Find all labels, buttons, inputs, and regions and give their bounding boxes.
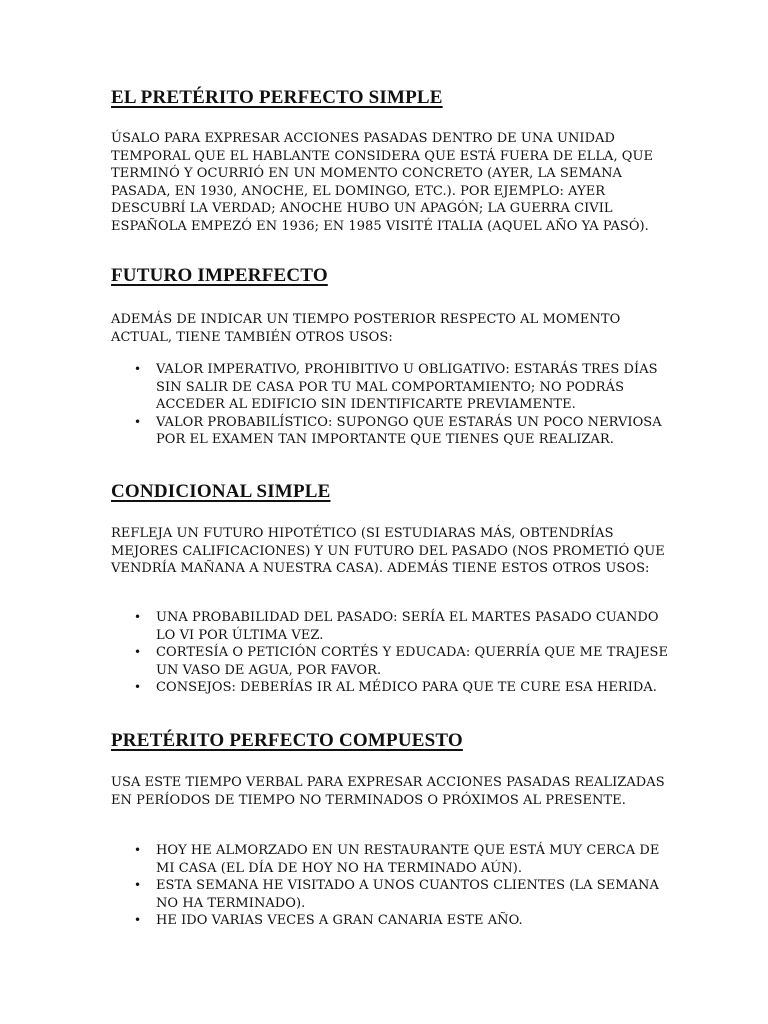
section-paragraph: USA ESTE TIEMPO VERBAL PARA EXPRESAR ACCIONES PASADAS REALIZADAS EN PERÍODOS DE TIEMPO NO TERMINADOS O PRÓXIMOS AL PRESENTE. xyxy=(111,775,665,808)
bullet-icon: • xyxy=(134,645,142,659)
bullet-icon: • xyxy=(134,362,142,376)
list-item xyxy=(111,842,671,877)
bullet-icon: • xyxy=(134,878,142,892)
section-title: PRETÉRITO PERFECTO COMPUESTO xyxy=(111,730,463,751)
bullet-icon: • xyxy=(134,414,142,429)
section-futuro-imperfecto xyxy=(111,265,671,287)
section-paragraph: ÚSALO PARA EXPRESAR ACCIONES PASADAS DENTRO DE UNA UNIDAD TEMPORAL QUE EL HABLANTE CONSIDERA QUE ESTÁ FUERA DE ELLA, QUE TERMINÓ Y OCURRIÓ EN UN MOMENTO CONCRETO (AYER, LA SEMANA PASADA, EN 1930, ANOCHE, EL DOMINGO, ETC.). POR EJEMPLO: AYER DESCUBRÍ LA VERDAD; ANOCHE HUBO UN APAGÓN; LA GUERRA CIVIL ESPAÑOLA EMPEZÓ EN 1936; EN 1985 VISITÉ ITALIA (AQUEL AÑO YA PASÓ). xyxy=(111,131,654,234)
list-item-text: VALOR IMPERATIVO, PROHIBITIVO U OBLIGATIVO: ESTARÁS TRES DÍAS SIN SALIR DE CASA POR TU MAL COMPORTAMIENTO; NO PODRÁS ACCEDER AL EDIFICIO SIN IDENTIFICARTE PREVIAMENTE. xyxy=(156,362,658,412)
section-paragraph-block xyxy=(111,525,671,578)
list-item-text: VALOR PROBABILÍSTICO: SUPONGO QUE ESTARÁS UN POCO NERVIOSA POR EL EXAMEN TAN IMPORTANTE QUE TIENES QUE REALIZAR. xyxy=(156,414,662,447)
bullet-list xyxy=(111,609,671,697)
bullet-icon: • xyxy=(134,610,142,624)
section-title: CONDICIONAL SIMPLE xyxy=(111,481,331,502)
bullet-list xyxy=(111,361,671,449)
bullet-icon: • xyxy=(134,843,142,857)
list-item-text: UNA PROBABILIDAD DEL PASADO: SERÍA EL MARTES PASADO CUANDO LO VI POR ÚLTIMA VEZ. xyxy=(156,610,659,643)
section-paragraph-block xyxy=(111,130,671,235)
list-item xyxy=(111,414,671,449)
section-title: FUTURO IMPERFECTO xyxy=(111,265,328,286)
list-item xyxy=(111,679,671,697)
bullet-list xyxy=(111,842,671,930)
section-paragraph: REFLEJA UN FUTURO HIPOTÉTICO (SI ESTUDIARAS MÁS, OBTENDRÍAS MEJORES CALIFICACIONES) Y UN FUTURO DEL PASADO (NOS PROMETIÓ QUE VENDRÍA MAÑANA A NUESTRA CASA). ADEMÁS TIENE ESTOS OTROS USOS: xyxy=(111,526,665,576)
list-item-text: HE IDO VARIAS VECES A GRAN CANARIA ESTE AÑO. xyxy=(156,913,523,928)
bullet-icon: • xyxy=(134,913,142,927)
section-preterito-perfecto-simple xyxy=(111,87,671,109)
section-title: EL PRETÉRITO PERFECTO SIMPLE xyxy=(111,87,443,108)
list-item-text: CORTESÍA O PETICIÓN CORTÉS Y EDUCADA: QUERRÍA QUE ME TRAJESE UN VASO DE AGUA, POR FAVOR. xyxy=(156,645,669,678)
list-item xyxy=(111,609,671,644)
list-item xyxy=(111,361,671,414)
list-item xyxy=(111,912,671,930)
section-preterito-perfecto-compuesto xyxy=(111,730,671,752)
section-paragraph-block xyxy=(111,774,671,809)
section-condicional-simple xyxy=(111,481,671,503)
list-item-text: HOY HE ALMORZADO EN UN RESTAURANTE QUE ESTÁ MUY CERCA DE MI CASA (EL DÍA DE HOY NO HA TERMINADO AÚN). xyxy=(156,843,660,876)
list-item xyxy=(111,644,671,679)
section-paragraph-block xyxy=(111,311,671,346)
list-item-text: ESTA SEMANA HE VISITADO A UNOS CUANTOS CLIENTES (LA SEMANA NO HA TERMINADO). xyxy=(156,878,659,911)
section-paragraph: ADEMÁS DE INDICAR UN TIEMPO POSTERIOR RESPECTO AL MOMENTO ACTUAL, TIENE TAMBIÉN OTROS USOS: xyxy=(111,312,621,345)
list-item xyxy=(111,877,671,912)
list-item-text: CONSEJOS: DEBERÍAS IR AL MÉDICO PARA QUE TE CURE ESA HERIDA. xyxy=(156,680,657,695)
bullet-icon: • xyxy=(134,680,142,694)
